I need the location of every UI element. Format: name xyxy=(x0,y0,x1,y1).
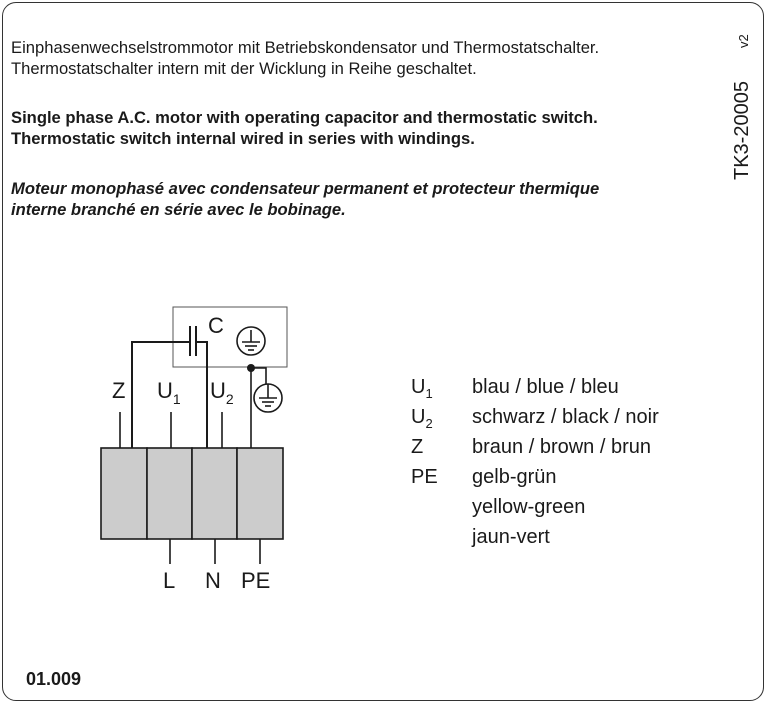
terminal-4 xyxy=(237,448,283,539)
legend-value-pe-fr: jaun-vert xyxy=(472,526,550,548)
english-line-2: Thermostatic switch internal wired in series with windings. xyxy=(11,129,475,148)
ground-icon xyxy=(254,384,282,412)
wire-capacitor-to-u2 xyxy=(196,342,207,448)
label-z: Z xyxy=(112,378,126,403)
document-version-text: v2 xyxy=(736,34,751,48)
legend-value-pe-de: gelb-grün xyxy=(472,466,557,488)
capacitor-label: C xyxy=(208,313,224,338)
german-line-1: Einphasenwechselstrommotor mit Betriebskondensator und Thermostatschalter. xyxy=(11,38,600,57)
legend-key-u2: $U_2$ xyxy=(411,406,433,431)
legend-key-u1: $U_1$ xyxy=(411,376,433,401)
label-pe: PE xyxy=(241,568,271,593)
french-line-1: Moteur monophasé avec condensateur permanent et protecteur thermique xyxy=(11,179,600,198)
terminal-1 xyxy=(101,448,147,539)
legend-value-u2: schwarz / black / noir xyxy=(472,406,659,428)
legend-key-z: Z xyxy=(411,436,424,458)
french-line-2: interne branché en série avec le bobinage. xyxy=(11,200,346,219)
document-code-text: TK3-20005 xyxy=(731,81,753,180)
german-line-2: Thermostatschalter intern mit der Wicklung in Reihe geschaltet. xyxy=(11,59,477,78)
terminal-2 xyxy=(147,448,192,539)
earth-icon xyxy=(237,327,265,355)
legend-value-z: braun / brown / brun xyxy=(472,436,651,458)
label-l: L xyxy=(163,568,176,593)
legend-value-u1: blau / blue / bleu xyxy=(472,376,619,398)
legend-key-pe: PE xyxy=(411,466,438,488)
label-n: N xyxy=(205,568,221,593)
english-line-1: Single phase A.C. motor with operating capacitor and thermostatic switch. xyxy=(11,108,598,127)
label-u2: $U_2$ xyxy=(210,378,234,407)
terminal-block xyxy=(101,448,283,539)
terminal-3 xyxy=(192,448,237,539)
legend-value-pe-en: yellow-green xyxy=(472,496,586,518)
label-u1: $U_1$ xyxy=(157,378,181,407)
footer-code: 01.009 xyxy=(26,669,82,689)
